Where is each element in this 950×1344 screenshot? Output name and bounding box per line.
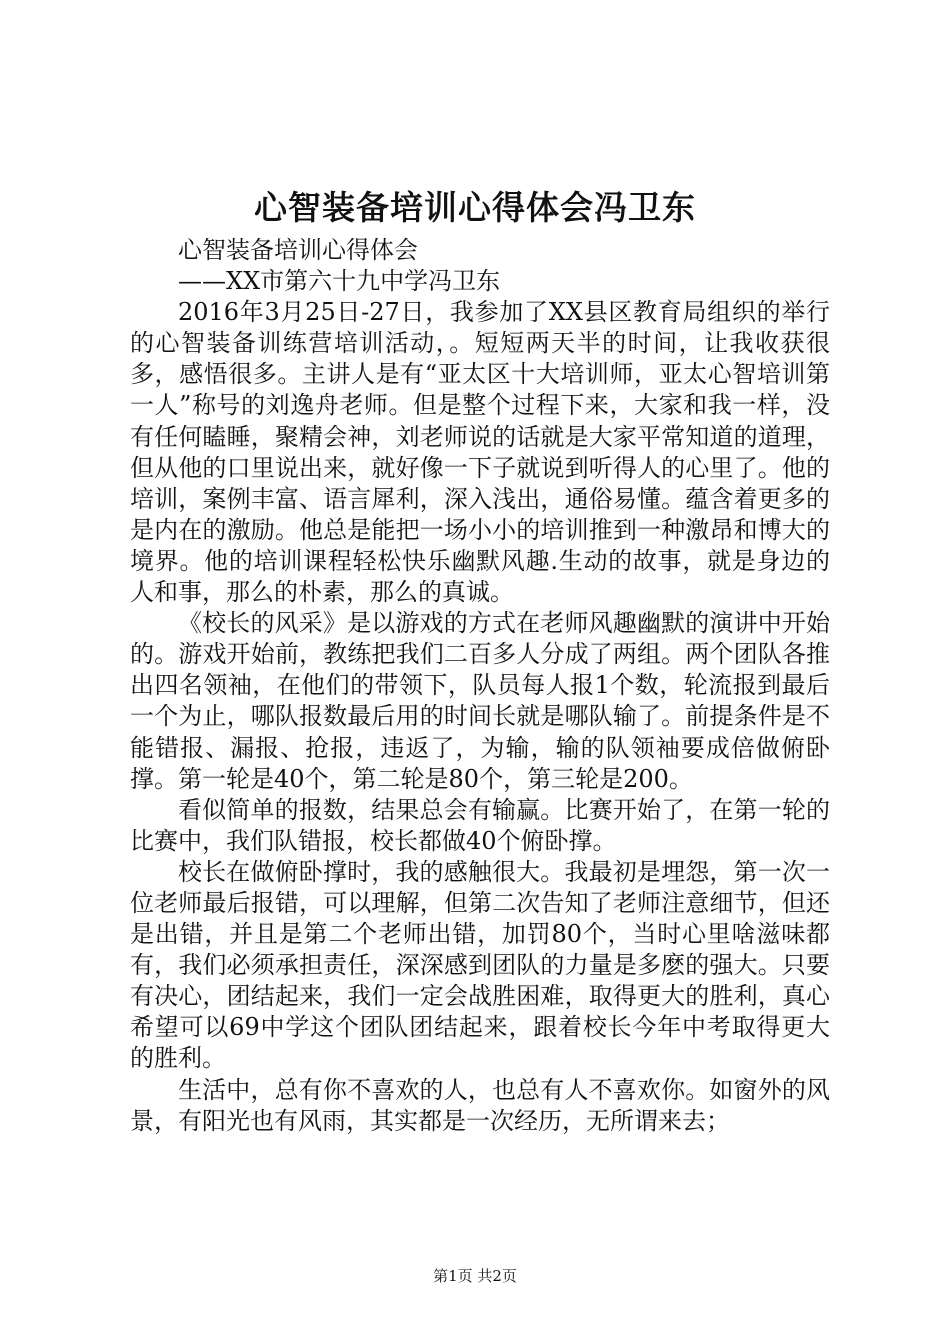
paragraph: 生活中，总有你不喜欢的人，也总有人不喜欢你。如窗外的风景，有阳光也有风雨，其实都是一次经历，无所谓来去；: [130, 1075, 830, 1135]
subtitle: 心智装备培训心得体会: [178, 236, 418, 264]
document-title: 心智装备培训心得体会冯卫东: [254, 188, 696, 227]
paragraph: 校长在做俯卧撑时，我的感触很大。我最初是埋怨，第一次一位老师最后报错，可以理解，但第二次告知了老师注意细节，但还是出错，并且是第二个老师出错，加罚80个，当时心里啥滋味都有，我们必须承担责任，深深感到团队的力量是多麽的强大。只要有决心，团结起来，我们一定会战胜困难，取得更大的胜利，真心希望可以69中学这个团队团结起来，跟着校长今年中考取得更大的胜利。: [130, 857, 830, 1073]
document-body: [130, 235, 830, 1137]
page-footer: 第1页 共2页: [433, 1267, 517, 1285]
author-line: ——XX市第六十九中学冯卫东: [178, 267, 501, 296]
paragraph: 看似简单的报数，结果总会有输赢。比赛开始了，在第一轮的比赛中，我们队错报，校长都做40个俯卧撑。: [130, 795, 830, 855]
paragraph: 2016年3月25日-27日，我参加了XX县区教育局组织的举行的心智装备训练营培训活动，。短短两天半的时间，让我收获很多，感悟很多。主讲人是有“亚太区十大培训师，亚太心智培训第一人”称号的刘逸舟老师。但是整个过程下来，大家和我一样，没有任何瞌睡，聚精会神，刘老师说的话就是大家平常知道的道理，但从他的口里说出来，就好像一下子就说到听得人的心里了。他的培训，案例丰富、语言犀利，深入浅出，通俗易懂。蕴含着更多的是内在的激励。他总是能把一场小小的培训推到一种激昂和博大的境界。他的培训课程轻松快乐幽默风趣.生动的故事，就是身边的人和事，那么的朴素，那么的真诚。: [130, 298, 830, 607]
paragraph: 《校长的风采》是以游戏的方式在老师风趣幽默的演讲中开始的。游戏开始前，教练把我们二百多人分成了两组。两个团队各推出四名领袖，在他们的带领下，队员每人报1个数，轮流报到最后一个为止，哪队报数最后用的时间长就是哪队输了。前提条件是不能错报、漏报、抢报，违返了，为输，输的队领袖要成倍做俯卧撑。第一轮是40个，第二轮是80个，第三轮是200。: [130, 609, 830, 793]
